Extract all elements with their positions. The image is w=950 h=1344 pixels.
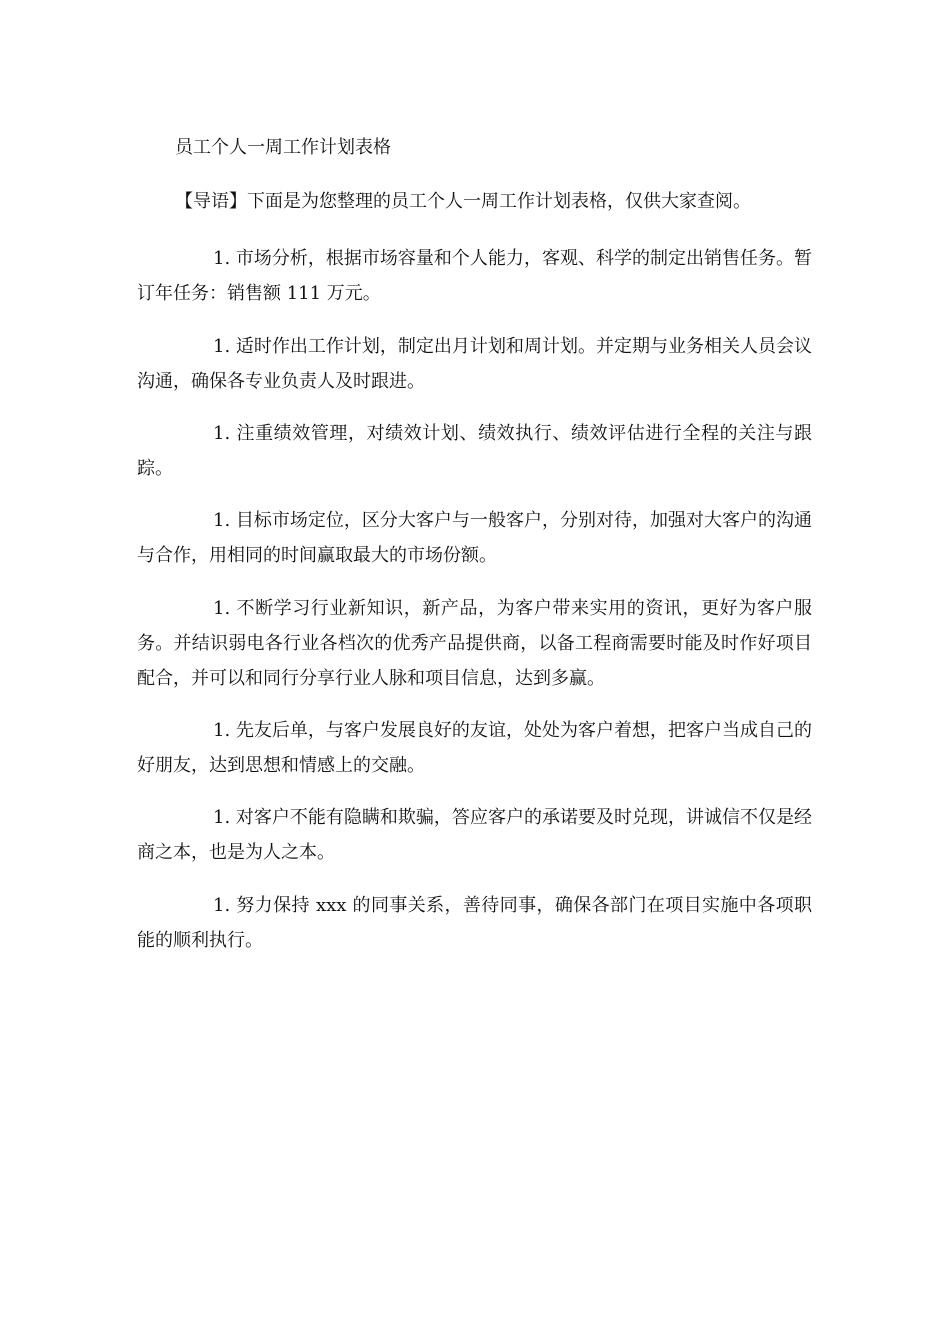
intro-paragraph: 【导语】下面是为您整理的员工个人一周工作计划表格，仅供大家查阅。 bbox=[175, 191, 751, 212]
list-item: 1. 注重绩效管理，对绩效计划、绩效执行、绩效评估进行全程的关注与跟踪。 bbox=[137, 423, 812, 479]
list-item: 1. 先友后单，与客户发展良好的友谊，处处为客户着想，把客户当成自己的好朋友，达到思想和情感上的交融。 bbox=[137, 720, 812, 776]
list-item: 1. 不断学习行业新知识，新产品，为客户带来实用的资讯，更好为客户服务。并结识弱电各行业各档次的优秀产品提供商，以备工程商需要时能及时作好项目配合，并可以和同行分享行业人脉和项目信息，达到多赢。 bbox=[137, 598, 812, 689]
list-item: 1. 对客户不能有隐瞒和欺骗，答应客户的承诺要及时兑现，讲诚信不仅是经商之本，也是为人之本。 bbox=[137, 807, 812, 863]
list-item: 1. 努力保持 xxx 的同事关系，善待同事，确保各部门在项目实施中各项职能的顺利执行。 bbox=[137, 895, 812, 951]
document-title: 员工个人一周工作计划表格 bbox=[175, 137, 391, 158]
list-item: 1. 目标市场定位，区分大客户与一般客户，分别对待，加强对大客户的沟通与合作，用相同的时间赢取最大的市场份额。 bbox=[137, 510, 812, 566]
list-item: 1. 适时作出工作计划，制定出月计划和周计划。并定期与业务相关人员会议沟通，确保各专业负责人及时跟进。 bbox=[137, 336, 812, 392]
list-item: 1. 市场分析，根据市场容量和个人能力，客观、科学的制定出销售任务。暂订年任务：销售额 111 万元。 bbox=[137, 248, 812, 304]
